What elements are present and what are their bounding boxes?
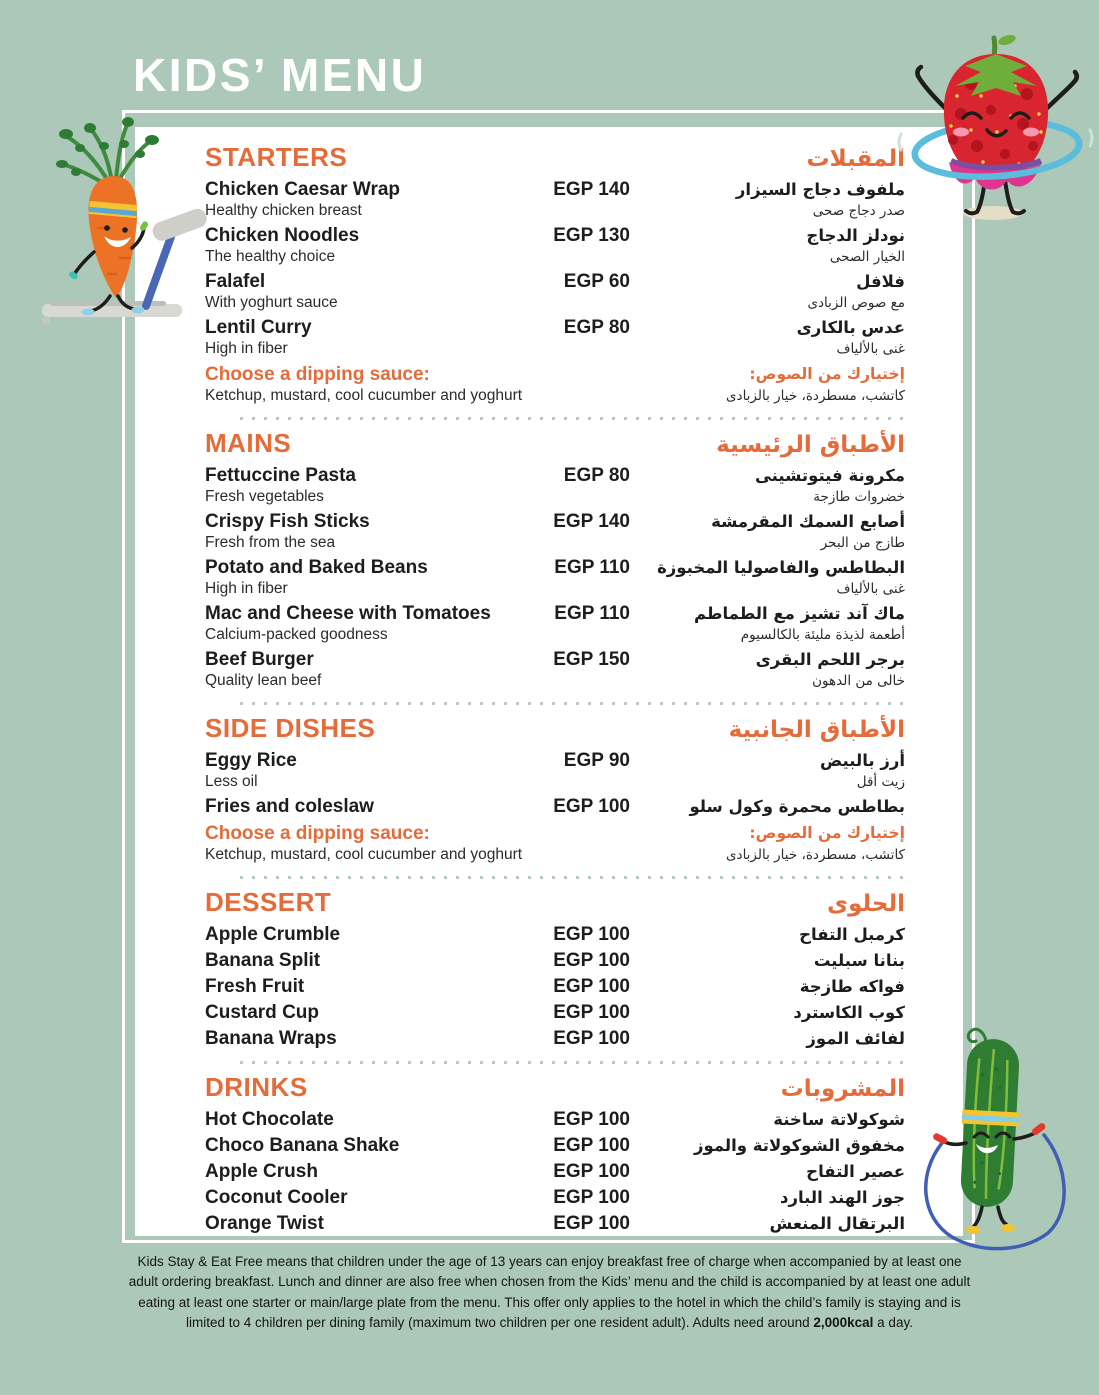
item-desc-en: Quality lean beef: [205, 672, 322, 689]
item-arabic-column: [630, 949, 905, 972]
item-name-en: Custard Cup: [205, 1002, 319, 1023]
section-heading-row: [205, 888, 905, 918]
menu-card: [135, 127, 963, 1236]
menu-item: [205, 1160, 905, 1183]
item-name-ar: مكرونة فيتوتشينى: [754, 466, 905, 485]
menu-item: [205, 648, 905, 691]
sauce-desc-ar: كاتشب، مسطردة، خيار بالزبادى: [725, 388, 905, 404]
item-name-ar: بنانا سبليت: [813, 951, 905, 970]
item-arabic-column: [630, 1186, 905, 1209]
item-name-en: Banana Split: [205, 950, 321, 971]
section-items: [205, 178, 905, 359]
item-english-column: [205, 1212, 545, 1235]
item-price: EGP 150: [553, 649, 630, 670]
item-name-en: Fresh Fruit: [205, 976, 305, 997]
menu-section: [205, 888, 905, 1050]
menu-item: [205, 224, 905, 267]
item-price: EGP 90: [563, 750, 630, 771]
dipping-sauce-row: [205, 822, 905, 865]
menu-item: [205, 949, 905, 972]
item-arabic-column: [630, 1027, 905, 1050]
item-arabic-column: [630, 1160, 905, 1183]
item-english-column: [205, 556, 545, 599]
menu-item: [205, 464, 905, 507]
item-desc-ar: زيت أقل: [856, 774, 905, 790]
item-english-column: [205, 1027, 545, 1050]
dipping-sauce-row: [205, 363, 905, 406]
menu-item: [205, 510, 905, 553]
item-english-column: [205, 510, 545, 553]
item-desc-ar: الخيار الصحى: [829, 249, 905, 265]
item-name-ar: عصير التفاح: [806, 1162, 905, 1181]
section-items: [205, 464, 905, 691]
item-desc-en: Less oil: [205, 773, 258, 790]
cucumber-jump-rope-illustration: [918, 1023, 1083, 1258]
item-arabic-column: [630, 1134, 905, 1157]
item-desc-ar: غنى بالألياف: [836, 581, 905, 597]
item-arabic-column: [630, 510, 905, 553]
item-price: EGP 140: [553, 179, 630, 200]
dotted-separator: [240, 1061, 905, 1064]
menu-item: [205, 1108, 905, 1131]
item-english-column: [205, 949, 545, 972]
sauce-arabic-column: [645, 363, 905, 406]
item-arabic-column: [630, 1001, 905, 1024]
item-name-ar: جوز الهند البارد: [780, 1188, 905, 1207]
menu-item: [205, 975, 905, 998]
item-english-column: [205, 270, 545, 313]
sauce-arabic-column: [645, 822, 905, 865]
item-name-en: Apple Crush: [205, 1161, 318, 1182]
item-arabic-column: [630, 464, 905, 507]
item-arabic-column: [630, 1108, 905, 1131]
item-desc-en: Calcium-packed goodness: [205, 626, 388, 643]
menu-card-content: [205, 143, 905, 1235]
item-name-ar: برجر اللحم البقرى: [755, 650, 905, 669]
menu-item: [205, 316, 905, 359]
item-name-en: Fries and coleslaw: [205, 796, 374, 817]
item-desc-ar: أطعمة لذيذة مليئة بالكالسيوم: [740, 627, 905, 643]
item-english-column: [205, 975, 545, 998]
item-arabic-column: [630, 178, 905, 221]
item-desc-ar: خضروات طازجة: [813, 489, 905, 505]
item-arabic-column: [630, 556, 905, 599]
item-english-column: [205, 464, 545, 507]
dotted-separator: [240, 876, 905, 879]
menu-section: [205, 714, 905, 865]
item-arabic-column: [630, 923, 905, 946]
footer-text-after: a day.: [873, 1314, 913, 1330]
item-price: EGP 100: [553, 1028, 630, 1049]
menu-item: [205, 795, 905, 818]
item-arabic-column: [630, 602, 905, 645]
section-heading-ar: الأطباق الجانبية: [728, 717, 905, 743]
item-name-ar: لفائف الموز: [806, 1029, 905, 1048]
item-name-ar: عدس بالكارى: [796, 318, 905, 337]
menu-section: [205, 1073, 905, 1235]
sauce-english-column: [205, 363, 645, 406]
item-price: EGP 100: [553, 924, 630, 945]
item-name-en: Mac and Cheese with Tomatoes: [205, 603, 491, 624]
sauce-label-ar: إختيارك من الصوص:: [749, 365, 905, 383]
item-arabic-column: [630, 270, 905, 313]
item-desc-en: With yoghurt sauce: [205, 294, 338, 311]
item-english-column: [205, 923, 545, 946]
section-heading-ar: الأطباق الرئيسية: [716, 432, 905, 458]
item-price: EGP 80: [563, 317, 630, 338]
item-price: EGP 80: [563, 465, 630, 486]
dotted-separator: [240, 702, 905, 705]
item-price: EGP 100: [553, 976, 630, 997]
item-name-en: Beef Burger: [205, 649, 314, 670]
page-title: KIDS’ MENU: [133, 49, 427, 101]
item-name-en: Apple Crumble: [205, 924, 341, 945]
menu-item: [205, 178, 905, 221]
menu-item: [205, 602, 905, 645]
sauce-desc-en: Ketchup, mustard, cool cucumber and yoghurt: [205, 846, 523, 863]
item-name-en: Fettuccine Pasta: [205, 465, 356, 486]
item-name-ar: البطاطس والفاصوليا المخبوزة: [657, 558, 905, 577]
section-heading-en: MAINS: [205, 428, 292, 458]
section-heading-row: [205, 143, 905, 173]
item-desc-en: Fresh vegetables: [205, 488, 324, 505]
item-price: EGP 100: [553, 950, 630, 971]
menu-section: [205, 143, 905, 406]
item-name-en: Lentil Curry: [205, 317, 312, 338]
item-price: EGP 140: [553, 511, 630, 532]
section-heading-en: SIDE DISHES: [205, 713, 376, 743]
menu-section: [205, 429, 905, 691]
item-name-ar: البرتقال المنعش: [769, 1214, 905, 1233]
item-arabic-column: [630, 316, 905, 359]
footer-note: [127, 1252, 972, 1333]
item-price: EGP 130: [553, 225, 630, 246]
section-heading-row: [205, 714, 905, 744]
item-arabic-column: [630, 1212, 905, 1235]
footer-kcal-bold: 2,000kcal: [813, 1314, 874, 1330]
item-price: EGP 100: [553, 1187, 630, 1208]
item-arabic-column: [630, 975, 905, 998]
item-name-ar: فواكه طازجة: [799, 977, 905, 996]
section-heading-ar: المشروبات: [780, 1076, 905, 1102]
item-name-en: Chicken Caesar Wrap: [205, 179, 401, 200]
section-heading-en: DESSERT: [205, 887, 332, 917]
item-arabic-column: [630, 648, 905, 691]
dotted-separator: [240, 417, 905, 420]
item-arabic-column: [630, 749, 905, 792]
item-english-column: [205, 1001, 545, 1024]
item-desc-en: The healthy choice: [205, 248, 336, 265]
section-items: [205, 749, 905, 818]
item-name-ar: كرمبل التفاح: [799, 925, 905, 944]
menu-item: [205, 1212, 905, 1235]
item-english-column: [205, 224, 545, 267]
item-name-en: Falafel: [205, 271, 266, 292]
item-desc-en: Fresh from the sea: [205, 534, 336, 551]
sauce-desc-en: Ketchup, mustard, cool cucumber and yoghurt: [205, 387, 523, 404]
item-name-en: Potato and Baked Beans: [205, 557, 428, 578]
section-heading-ar: المقبلات: [806, 146, 905, 172]
sauce-label-en: Choose a dipping sauce:: [205, 823, 430, 844]
item-price: EGP 100: [553, 1135, 630, 1156]
item-english-column: [205, 648, 545, 691]
item-desc-ar: غنى بالألياف: [836, 341, 905, 357]
item-desc-ar: صدر دجاج صحى: [812, 203, 905, 219]
item-price: EGP 100: [553, 1109, 630, 1130]
item-name-ar: ماك آند تشيز مع الطماطم: [693, 604, 905, 623]
section-heading-row: [205, 429, 905, 459]
item-english-column: [205, 795, 545, 818]
item-desc-ar: طازج من البحر: [820, 535, 905, 551]
sauce-desc-ar: كاتشب، مسطردة، خيار بالزبادى: [725, 847, 905, 863]
item-price: EGP 60: [563, 271, 630, 292]
sauce-english-column: [205, 822, 645, 865]
item-name-en: Banana Wraps: [205, 1028, 337, 1049]
item-name-en: Chicken Noodles: [205, 225, 360, 246]
section-heading-row: [205, 1073, 905, 1103]
sauce-label-ar: إختيارك من الصوص:: [749, 824, 905, 842]
item-price: EGP 110: [554, 603, 630, 624]
item-english-column: [205, 1108, 545, 1131]
footer-text-before: Kids Stay & Eat Free means that children under the age of 13 years can enjoy breakfast free of charge when accompanied by at least one adult ordering breakfast. Lunch and dinner are also free when chosen from the Kids’ menu and the child is accompanied by at least one adult eating at least one starter or main/large plate from the menu. This offer only applies to the hotel in which the child’s family is staying and is limited to 4 children per dining family (maximum two children per one resident adult). Adults need around: [128, 1254, 971, 1330]
sauce-label-en: Choose a dipping sauce:: [205, 364, 430, 385]
item-name-ar: فلافل: [856, 272, 905, 291]
menu-item: [205, 749, 905, 792]
item-english-column: [205, 178, 545, 221]
item-price: EGP 110: [554, 557, 630, 578]
section-heading-en: STARTERS: [205, 142, 348, 172]
item-price: EGP 100: [553, 1002, 630, 1023]
item-english-column: [205, 1134, 545, 1157]
item-name-ar: نودلز الدجاج: [806, 226, 905, 245]
item-name-en: Choco Banana Shake: [205, 1135, 400, 1156]
item-desc-en: High in fiber: [205, 340, 288, 357]
item-name-ar: أصابع السمك المقرمشة: [711, 512, 905, 531]
item-arabic-column: [630, 795, 905, 818]
footer: [0, 1252, 1099, 1333]
menu-item: [205, 270, 905, 313]
item-english-column: [205, 1160, 545, 1183]
menu-item: [205, 1027, 905, 1050]
item-price: EGP 100: [553, 1213, 630, 1234]
menu-item: [205, 923, 905, 946]
item-name-ar: بطاطس محمرة وكول سلو: [689, 797, 905, 816]
item-english-column: [205, 316, 545, 359]
item-name-ar: شوكولاتة ساخنة: [773, 1110, 905, 1129]
menu-item: [205, 556, 905, 599]
section-heading-ar: الحلوى: [827, 891, 905, 917]
item-name-en: Coconut Cooler: [205, 1187, 348, 1208]
item-arabic-column: [630, 224, 905, 267]
item-name-ar: ملفوف دجاج السيزار: [735, 180, 905, 199]
item-name-ar: مخفوق الشوكولاتة والموز: [694, 1136, 905, 1155]
item-desc-ar: خالى من الدهون: [812, 673, 905, 689]
section-heading-en: DRINKS: [205, 1072, 308, 1102]
strawberry-hula-hoop-illustration: [893, 30, 1098, 240]
carrot-on-treadmill-illustration: [28, 106, 233, 331]
item-name-en: Hot Chocolate: [205, 1109, 334, 1130]
menu-item: [205, 1186, 905, 1209]
section-items: [205, 1108, 905, 1235]
item-english-column: [205, 749, 545, 792]
item-name-en: Eggy Rice: [205, 750, 297, 771]
item-english-column: [205, 1186, 545, 1209]
section-items: [205, 923, 905, 1050]
item-desc-ar: مع صوص الزبادى: [807, 295, 905, 311]
menu-item: [205, 1001, 905, 1024]
item-name-ar: أرز بالبيض: [820, 751, 905, 770]
item-name-en: Orange Twist: [205, 1213, 324, 1234]
item-name-ar: كوب الكاسترد: [793, 1003, 905, 1022]
item-price: EGP 100: [553, 796, 630, 817]
item-english-column: [205, 602, 545, 645]
item-desc-en: Healthy chicken breast: [205, 202, 362, 219]
item-name-en: Crispy Fish Sticks: [205, 511, 370, 532]
item-desc-en: High in fiber: [205, 580, 288, 597]
item-price: EGP 100: [553, 1161, 630, 1182]
menu-item: [205, 1134, 905, 1157]
